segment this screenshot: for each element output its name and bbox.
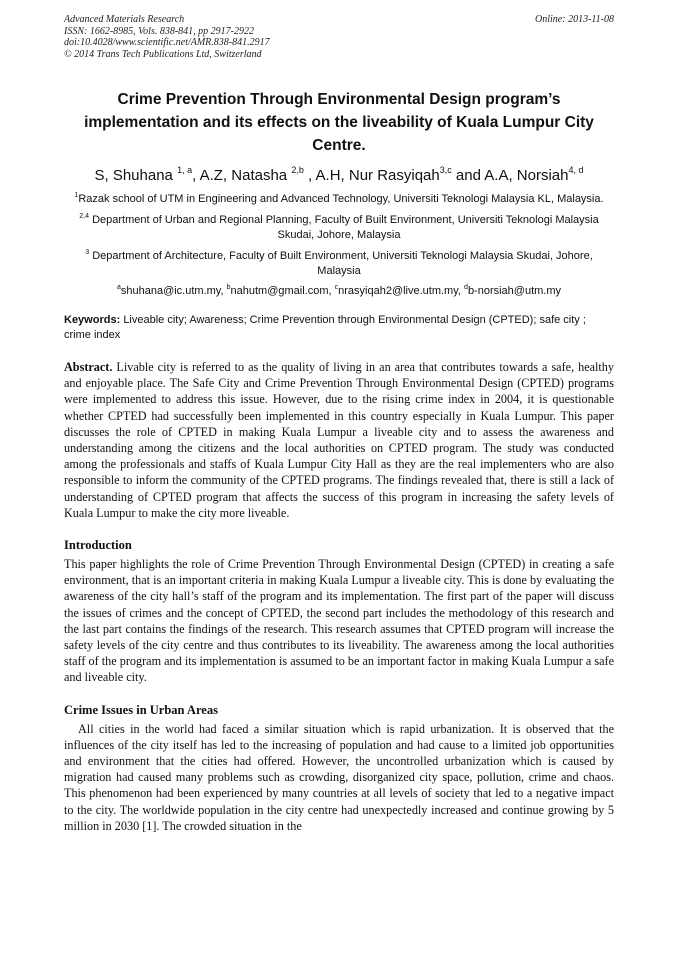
affiliation-text: Razak school of UTM in Engineering and Advanced Technology, Universiti Teknologi Malaysia KL, Malaysia.: [78, 193, 604, 205]
affiliation-sup: 1: [74, 192, 79, 199]
affiliation: [64, 192, 614, 207]
author-name: A.A, Norsiah: [484, 167, 569, 184]
author-list: S, Shuhana $^{1, a}$, A.Z, Natasha $^{2,b}$ , A.H, Nur Rasyiqah$^{3,c}$ and A.A, Norsiah$^{4, d}$: [94, 165, 584, 184]
copyright-line: © 2014 Trans Tech Publications Ltd, Switzerland: [64, 48, 262, 60]
author-sup: 4, d: [568, 165, 584, 175]
crime-issues-text: All cities in the world had faced a similar situation which is rapid urbanization. It is observed that the influences of the city itself has led to the increasing of population and had cause to a limited job opportunities and environment that the cities had offered. However, the uncontrolled urbanization which is caused by migration had caused many problems such as crowding, disorganized city space, pollution, crime and chaos. This phenomenon had been experienced by many countries at all levels of society that led to a negative impact to the city. The worldwide population in the city centre had unexpectedly increased and continue growing by 5 million in 2030 [1]. The crowded situation in the: [64, 721, 614, 833]
keywords-text: Liveable city; Awareness; Crime Prevention through Environmental Design (CPTED); safe city ; crime index: [64, 314, 586, 341]
keywords: [64, 313, 614, 343]
doi-line: doi:10.4028/www.scientific.net/AMR.838-841.2917: [64, 37, 270, 48]
abstract-label: Abstract.: [64, 360, 113, 374]
issn-line: ISSN: 1662-8985, Vols. 838-841, pp 2917-2922: [64, 25, 254, 37]
author-name: A.H, Nur Rasyiqah: [315, 167, 440, 184]
publication-info: [64, 14, 270, 60]
email-sup: d: [464, 284, 468, 291]
email-sup: c: [334, 284, 339, 291]
email-link[interactable]: b-norsiah@utm.my: [467, 285, 562, 297]
crime-issues-heading: Crime Issues in Urban Areas: [64, 702, 218, 717]
affiliation: [64, 249, 614, 279]
email-list: $^a$shuhana@ic.utm.my, $^b$nahutm@gmail.com, $^c$nrasyiqah2@live.utm.my, $^d$b-norsiah@utm.my: [116, 284, 562, 297]
abstract: [64, 359, 614, 521]
keywords-label: Keywords:: [64, 314, 121, 326]
email-link[interactable]: shuhana@ic.utm.my: [120, 285, 221, 297]
introduction-heading: Introduction: [64, 538, 132, 553]
author-name: S, Shuhana: [94, 167, 173, 184]
online-date: Online: 2013-11-08: [535, 14, 614, 25]
running-header: [64, 14, 614, 60]
email-link[interactable]: nahutm@gmail.com: [230, 285, 329, 297]
affiliation-text: Department of Urban and Regional Planning, Faculty of Built Environment, Universiti Teknologi Malaysia Skudai, Johore, Malaysia: [92, 214, 599, 241]
affiliation-sup: 3: [85, 249, 90, 256]
journal-name: Advanced Materials Research: [64, 14, 185, 25]
email-sup: b: [226, 284, 231, 291]
affiliation: [64, 213, 614, 243]
author-sup: 1, a: [177, 165, 193, 175]
affiliation-text: Department of Architecture, Faculty of Built Environment, Universiti Teknologi Malaysia Skudai, Johore, Malaysia: [92, 250, 593, 277]
paper-page: [64, 14, 614, 834]
abstract-text: Livable city is referred to as the quality of living in an area that contributes towards a safe, healthy and enjoyable place. The Safe City and Crime Prevention Through Environmental Design (CPTED) programs were implemented to address this issue. However, due to the rising crime index in 2004, it is questionable whether CPTED had successfully been implemented in this country especially in Kuala Lumpur. This paper discusses the role of CPTED in making Kuala Lumpur a liveable city and to assess the awareness and understanding among the citizens and the local authorities on CPTED program. The study was conducted among the professionals and staffs of Kuala Lumpur City Hall as they are the real implementers who are also responsible to inform the community of the CPTED programs. The findings revealed that, there is still a lack of understanding of CPTED program that affects the success of this program in increasing the safety levels of Kuala Lumpur to make the city more liveable.: [64, 360, 614, 520]
author-sup: 2,b: [291, 165, 304, 175]
email-sup: a: [116, 284, 121, 291]
affiliation-sup: 2,4: [79, 213, 89, 220]
author-name: A.Z, Natasha: [199, 167, 288, 184]
introduction-text: This paper highlights the role of Crime Prevention Through Environmental Design (CPTED) in creating a safe environment, that is an important criteria in making Kuala Lumpur a liveable city. This is done by evaluating the awareness of the city hall’s staff of the program and its implementation. The first part of the paper will discuss the issues of crimes and the concept of CPTED, the second part includes the methodology of this research and the last part contains the findings of the research. This research assumes that CPTED program will increase the safety levels of the city centre and thus contributes to its liveability. The awareness among the local authorities staff of the program and its implementation is assumed to be an important factor in making Kuala Lumpur a safe and liveable city.: [64, 557, 614, 685]
email-link[interactable]: nrasyiqah2@live.utm.my: [338, 285, 458, 297]
paper-title: Crime Prevention Through Environmental Design program’s implementation and its effects on the liveability of Kuala Lumpur City Centre.: [84, 91, 594, 154]
author-sup: 3,c: [439, 165, 452, 175]
